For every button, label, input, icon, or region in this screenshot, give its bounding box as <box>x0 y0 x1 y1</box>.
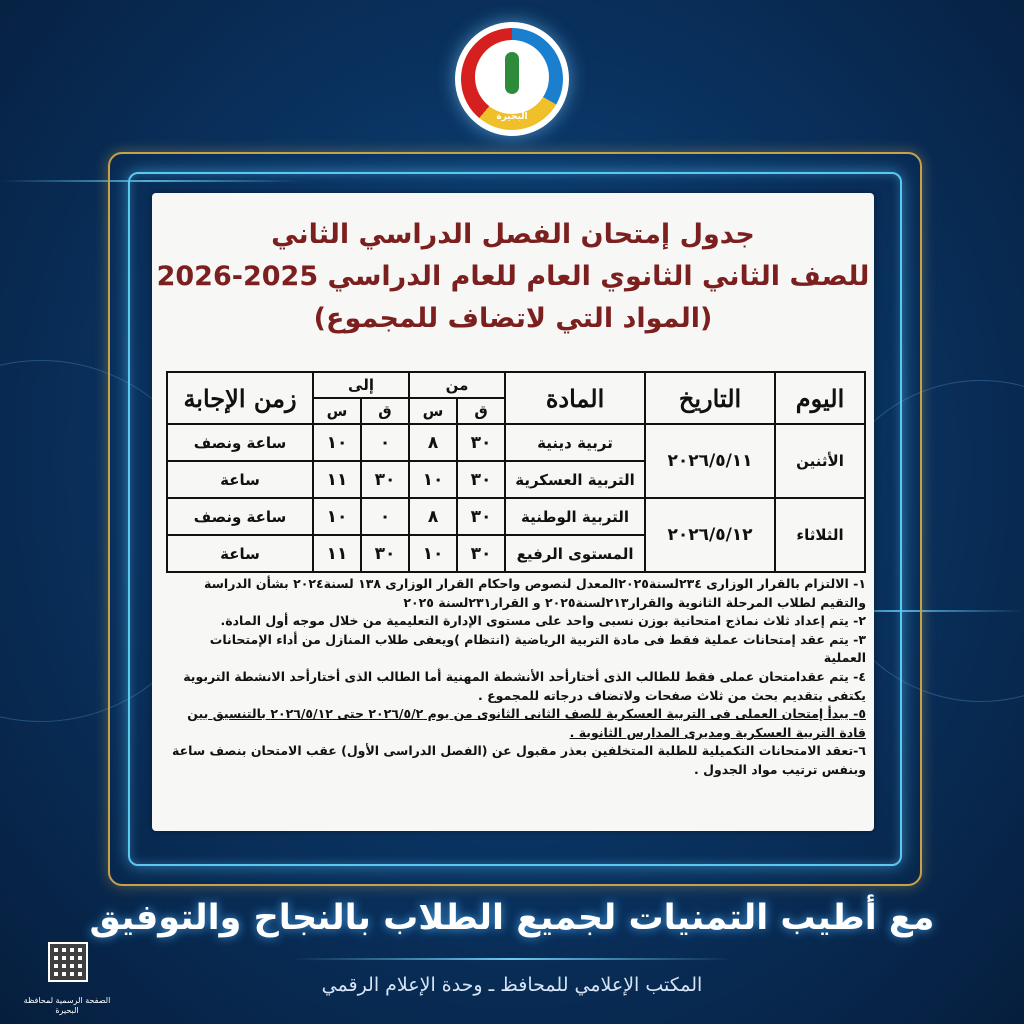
date-cell: ٢٠٢٦/٥/١٢ <box>645 498 775 572</box>
to-minute-cell: ٣٠ <box>361 461 409 498</box>
note-item: ٣- يتم عقد إمتحانات عملية فقط فى مادة التربية الرياضية (انتظام )ويعفى طلاب المنازل من أداء الإمتحانات العملية <box>209 631 866 666</box>
slogan: مع أطيب التمنيات لجميع الطلاب بالنجاح والتوفيق <box>89 898 935 938</box>
header-from-minute: ق <box>457 398 505 424</box>
wheat-icon <box>505 52 519 94</box>
to-minute-cell: ٣٠ <box>361 535 409 572</box>
header-to: إلى <box>313 372 409 398</box>
duration-cell: ساعة <box>167 535 313 572</box>
note-item: ٦-تعقد الامتحانات التكميلية للطلبة المتخلفين بعذر مقبول عن (الفصل الدراسى الأول) عقب الامتحان بنصف ساعة وبنفس ترتيب مواد الجدول . <box>172 743 866 777</box>
to-hour-cell: ١١ <box>313 461 361 498</box>
duration-cell: ساعة ونصف <box>167 424 313 461</box>
footer-divider <box>292 958 732 960</box>
schedule-table <box>166 371 866 573</box>
title-line-3: (المواد التي لاتضاف للمجموع) <box>313 303 713 334</box>
duration-cell: ساعة <box>167 461 313 498</box>
subject-cell: تربية دينية <box>505 424 645 461</box>
to-hour-cell: ١٠ <box>313 498 361 535</box>
day-cell: الثلاثاء <box>775 498 865 572</box>
to-hour-cell: ١٠ <box>313 424 361 461</box>
header-from-hour: س <box>409 398 457 424</box>
header-from: من <box>409 372 505 398</box>
media-office-credit: المكتب الإعلامي للمحافظ ـ وحدة الإعلام الرقمي <box>321 974 703 996</box>
note-item: ١- الالتزام بالقرار الوزارى ٢٣٤لسنة٢٠٢٥المعدل لنصوص واحكام القرار الوزارى ١٣٨ لسنة٢٠٢٤ بشأن الدراسة والتقيم لطلاب المرحلة الثانوية والقرار٢١٣لسنة٢٠٢٥ و القرار٢٣١لسنة ٢٠٢٥ <box>204 576 866 610</box>
from-minute-cell: ٣٠ <box>457 424 505 461</box>
logo-label: البحيرة <box>496 112 528 122</box>
title-line-1: جدول إمتحان الفصل الدراسي الثاني <box>271 219 755 250</box>
note-item: ٢- يتم إعداد ثلاث نماذج امتحانية بوزن نسبى واحد على مستوى الإدارة التعليمية من خلال موجه أول المادة. <box>220 613 866 629</box>
header-duration: زمن الإجابة <box>167 372 313 424</box>
from-hour-cell: ١٠ <box>409 535 457 572</box>
table-row <box>167 424 865 461</box>
header-to-minute: ق <box>361 398 409 424</box>
to-minute-cell: ٠ <box>361 424 409 461</box>
exam-schedule-document <box>152 193 874 831</box>
header-subject: المادة <box>505 372 645 424</box>
date-cell: ٢٠٢٦/٥/١١ <box>645 424 775 498</box>
to-hour-cell: ١١ <box>313 535 361 572</box>
from-hour-cell: ١٠ <box>409 461 457 498</box>
day-cell: الأثنين <box>775 424 865 498</box>
note-item: ٥- يبدأ إمتحان العملى فى التربية العسكرية للصف الثانى الثانوى من يوم ٢٠٢٦/٥/٢ حتى ٢٠٢٦/٥/١٢ بالتنسيق بين قادة التربية العسكرية ومديرى المدارس الثانوية . <box>187 706 866 740</box>
title-line-2: للصف الثاني الثانوي العام للعام الدراسي 2025-2026 <box>156 261 870 292</box>
from-minute-cell: ٣٠ <box>457 498 505 535</box>
subject-cell: المستوى الرفيع <box>505 535 645 572</box>
from-hour-cell: ٨ <box>409 424 457 461</box>
from-minute-cell: ٣٠ <box>457 461 505 498</box>
from-minute-cell: ٣٠ <box>457 535 505 572</box>
subject-cell: التربية العسكرية <box>505 461 645 498</box>
from-hour-cell: ٨ <box>409 498 457 535</box>
header-to-hour: س <box>313 398 361 424</box>
table-row <box>167 498 865 535</box>
duration-cell: ساعة ونصف <box>167 498 313 535</box>
note-item: ٤- يتم عقدامتحان عملى فقط للطالب الذى أختارأحد الأنشطة المهنية أما الطالب الذى أختارأحد الانشطة التربوية يكتفى بتقديم بحث من ثلاث صفحات ولاتضاف درجاته للمجموع . <box>183 668 866 703</box>
qr-code-icon[interactable] <box>48 942 88 982</box>
header-day: اليوم <box>775 372 865 424</box>
to-minute-cell: ٠ <box>361 498 409 535</box>
notes-section <box>166 575 866 780</box>
governorate-logo <box>455 22 569 136</box>
subject-cell: التربية الوطنية <box>505 498 645 535</box>
header-date: التاريخ <box>645 372 775 424</box>
qr-caption: الصفحة الرسمية لمحافظة البحيرة <box>23 996 111 1015</box>
